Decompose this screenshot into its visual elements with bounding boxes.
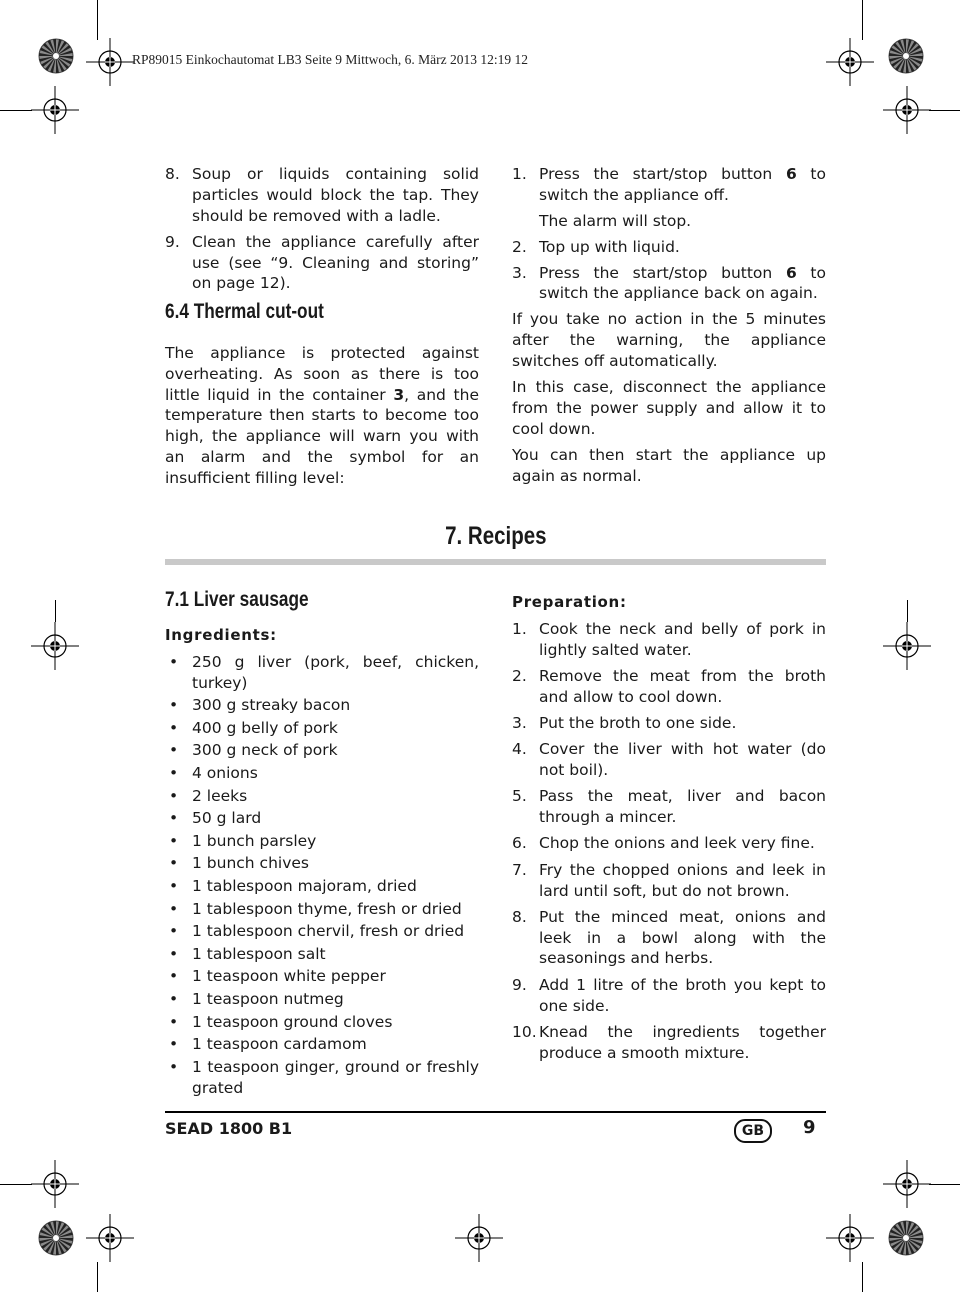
preparation-step	[512, 860, 826, 902]
step-text: Fry the chopped onions and leek in lard until soft, but do not brown.	[539, 860, 826, 900]
ingredient-item	[165, 808, 479, 829]
list-number: 3.	[512, 263, 527, 282]
step-text: to switch the appliance off.	[539, 165, 826, 204]
step-text: Put the minced meat, onions and leek in a bowl along with the seasonings and herbs.	[539, 907, 826, 968]
bullet-icon: •	[169, 899, 179, 918]
list-item	[165, 164, 479, 226]
ingredients-heading: Ingredients:	[165, 625, 277, 644]
ingredient-item	[165, 1034, 479, 1055]
bullet-icon: •	[169, 763, 179, 782]
preparation-list	[512, 619, 826, 1064]
ingredient-text: 1 teaspoon ground cloves	[192, 1012, 393, 1031]
registration-starburst-icon	[38, 1220, 74, 1256]
step-number: 3.	[512, 713, 527, 732]
step-number: 5.	[512, 787, 527, 806]
list-text	[539, 263, 826, 305]
page-number: 9	[803, 1117, 816, 1138]
recipe-right-column	[512, 592, 826, 1069]
ingredient-text: 1 tablespoon thyme, fresh or dried	[192, 899, 462, 918]
ingredient-item	[165, 899, 479, 920]
step-text: Cook the neck and belly of pork in lightly salted water.	[539, 619, 826, 659]
ingredient-text: 50 g lard	[192, 809, 262, 828]
section-heading-wrapper	[165, 522, 826, 551]
list-item	[512, 263, 826, 305]
registration-crosshair-icon	[826, 1214, 874, 1262]
preparation-step	[512, 739, 826, 781]
preparation-step	[512, 907, 826, 969]
bullet-icon: •	[169, 1012, 179, 1031]
footer-rule	[165, 1111, 826, 1113]
ingredient-item	[165, 966, 479, 987]
section-heading: 7. Recipes	[444, 522, 547, 550]
preparation-step	[512, 619, 826, 661]
ingredient-item	[165, 786, 479, 807]
registration-crosshair-icon	[883, 86, 931, 134]
bullet-icon: •	[169, 741, 179, 760]
ingredient-text: 1 bunch chives	[192, 854, 309, 873]
step-text: Press the start/stop button	[539, 263, 786, 282]
step-number: 6.	[512, 834, 527, 853]
preparation-step	[512, 833, 826, 854]
printer-slug: RP89015 Einkochautomat LB3 Seite 9 Mittwoch, 6. März 2013 12:19 12	[132, 52, 528, 67]
ingredient-text: 4 onions	[192, 763, 258, 782]
step-text: Chop the onions and leek very fine.	[539, 834, 815, 853]
registration-crosshair-icon	[31, 86, 79, 134]
preparation-step	[512, 786, 826, 828]
trim-line	[862, 0, 863, 40]
ingredient-item	[165, 989, 479, 1010]
trim-line	[0, 1184, 32, 1185]
list-number: 8.	[165, 165, 180, 183]
ingredient-item	[165, 652, 479, 694]
step-number: 4.	[512, 740, 527, 759]
bullet-icon: •	[169, 854, 179, 873]
preparation-heading: Preparation:	[512, 593, 627, 611]
restart-paragraph: You can then start the appliance up again as normal.	[512, 446, 826, 485]
ingredient-item	[165, 740, 479, 761]
paragraph-text: , and the temperature then starts to become too high, the appliance will warn you with an alarm and the symbol for an insufficient filling level:	[165, 385, 479, 487]
list-number: 1.	[512, 165, 527, 183]
step-number: 2.	[512, 666, 527, 685]
step-text: Knead the ingredients together produce a smooth mixture.	[539, 1022, 826, 1062]
auto-off-paragraph: If you take no action in the 5 minutes after the warning, the appliance switches off automatically.	[512, 310, 826, 370]
bullet-icon: •	[169, 922, 179, 941]
registration-crosshair-icon	[826, 38, 874, 86]
step-number: 7.	[512, 860, 527, 879]
component-ref: 6	[785, 165, 797, 183]
recipe-left-column	[165, 590, 479, 1100]
registration-crosshair-icon	[86, 38, 134, 86]
ingredient-item	[165, 831, 479, 852]
trim-line	[97, 0, 98, 40]
trim-line	[97, 1262, 98, 1292]
ingredients-list	[165, 652, 479, 1099]
ingredient-item	[165, 695, 479, 716]
trim-line	[0, 110, 32, 111]
preparation-step	[512, 666, 826, 708]
ingredient-text: 300 g streaky bacon	[192, 696, 351, 715]
bullet-icon: •	[169, 967, 179, 986]
trim-line	[929, 1184, 960, 1185]
bullet-icon: •	[169, 809, 179, 828]
ingredient-text: 1 teaspoon ginger, ground or freshly grated	[192, 1057, 479, 1097]
bullet-icon: •	[169, 831, 179, 850]
step-text: Cover the liver with hot water (do not boil).	[539, 740, 826, 780]
bullet-icon: •	[169, 989, 179, 1008]
left-column	[165, 164, 479, 494]
ingredient-item	[165, 944, 479, 965]
recipe-title: 7.1 Liver sausage	[165, 588, 309, 611]
ingredient-item	[165, 1057, 479, 1099]
list-text: Clean the appliance carefully after use (see “9. Cleaning and storing” on page 12).	[192, 232, 479, 293]
step-text: Remove the meat from the broth and allow to cool down.	[539, 666, 826, 706]
step-text: Press the start/stop button	[539, 165, 786, 183]
step-text: Add 1 litre of the broth you kept to one side.	[539, 975, 826, 1015]
trim-line	[907, 600, 908, 622]
component-ref: 3	[393, 385, 405, 404]
model-number: SEAD 1800 B1	[165, 1119, 293, 1138]
bullet-icon: •	[169, 718, 179, 737]
step-number: 1.	[512, 619, 527, 638]
ingredient-text: 1 teaspoon cardamom	[192, 1035, 367, 1054]
thermal-cutout-paragraph	[165, 343, 479, 489]
list-number: 2.	[512, 237, 527, 256]
ingredient-text: 250 g liver (pork, beef, chicken, turkey)	[192, 652, 479, 692]
step-continuation: The alarm will stop.	[539, 211, 692, 230]
cleaning-steps-list	[165, 164, 479, 294]
step-number: 9.	[512, 975, 527, 994]
section-divider	[165, 559, 826, 565]
list-text	[539, 164, 826, 206]
registration-crosshair-icon	[31, 622, 79, 670]
list-number: 9.	[165, 232, 180, 251]
list-text: Soup or liquids containing solid particles would block the tap. They should be removed with a ladle.	[192, 165, 479, 225]
ingredient-text: 1 bunch parsley	[192, 831, 317, 850]
step-number: 10.	[512, 1022, 537, 1041]
paragraph-text: The appliance is protected against overheating. As soon as there is too little liquid in the container	[165, 344, 479, 404]
ingredient-item	[165, 763, 479, 784]
preparation-step	[512, 713, 826, 734]
right-column	[512, 164, 826, 492]
registration-crosshair-icon	[455, 1214, 503, 1262]
ingredient-text: 1 teaspoon nutmeg	[192, 989, 344, 1008]
bullet-icon: •	[169, 696, 179, 715]
registration-crosshair-icon	[883, 1160, 931, 1208]
registration-crosshair-icon	[883, 622, 931, 670]
ingredient-text: 1 teaspoon white pepper	[192, 967, 386, 986]
bullet-icon: •	[169, 1035, 179, 1054]
preparation-step	[512, 975, 826, 1017]
step-number: 8.	[512, 907, 527, 926]
bullet-icon: •	[169, 652, 179, 671]
list-item	[165, 232, 479, 294]
list-item	[512, 237, 826, 258]
language-badge: GB	[734, 1119, 772, 1143]
preparation-step	[512, 1022, 826, 1064]
registration-starburst-icon	[888, 38, 924, 74]
bullet-icon: •	[169, 1057, 179, 1076]
ingredient-item	[165, 876, 479, 897]
step-text: to switch the appliance back on again.	[539, 263, 826, 303]
ingredient-item	[165, 921, 479, 942]
list-text: Top up with liquid.	[539, 237, 680, 256]
bullet-icon: •	[169, 876, 179, 895]
ingredient-text: 400 g belly of pork	[192, 718, 338, 737]
disconnect-paragraph: In this case, disconnect the appliance from the power supply and allow it to cool down.	[512, 378, 826, 438]
ingredient-text: 2 leeks	[192, 786, 248, 805]
trim-line	[929, 110, 960, 111]
list-item	[512, 164, 826, 206]
registration-crosshair-icon	[86, 1214, 134, 1262]
ingredient-text: 300 g neck of pork	[192, 741, 338, 760]
ingredient-text: 1 tablespoon majoram, dried	[192, 876, 417, 895]
ingredient-item	[165, 1012, 479, 1033]
trim-line	[55, 600, 56, 622]
step-text: Pass the meat, liver and bacon through a mincer.	[539, 787, 826, 827]
registration-starburst-icon	[38, 38, 74, 74]
component-ref: 6	[785, 263, 797, 282]
trim-line	[862, 1262, 863, 1292]
bullet-icon: •	[169, 944, 179, 963]
step-text: Put the broth to one side.	[539, 713, 737, 732]
registration-crosshair-icon	[31, 1160, 79, 1208]
thermal-cutout-heading: 6.4 Thermal cut-out	[165, 300, 324, 324]
bullet-icon: •	[169, 786, 179, 805]
alarm-steps-list	[512, 164, 826, 304]
ingredient-text: 1 tablespoon chervil, fresh or dried	[192, 922, 465, 941]
ingredient-text: 1 tablespoon salt	[192, 944, 326, 963]
ingredient-item	[165, 853, 479, 874]
registration-starburst-icon	[888, 1220, 924, 1256]
ingredient-item	[165, 718, 479, 739]
